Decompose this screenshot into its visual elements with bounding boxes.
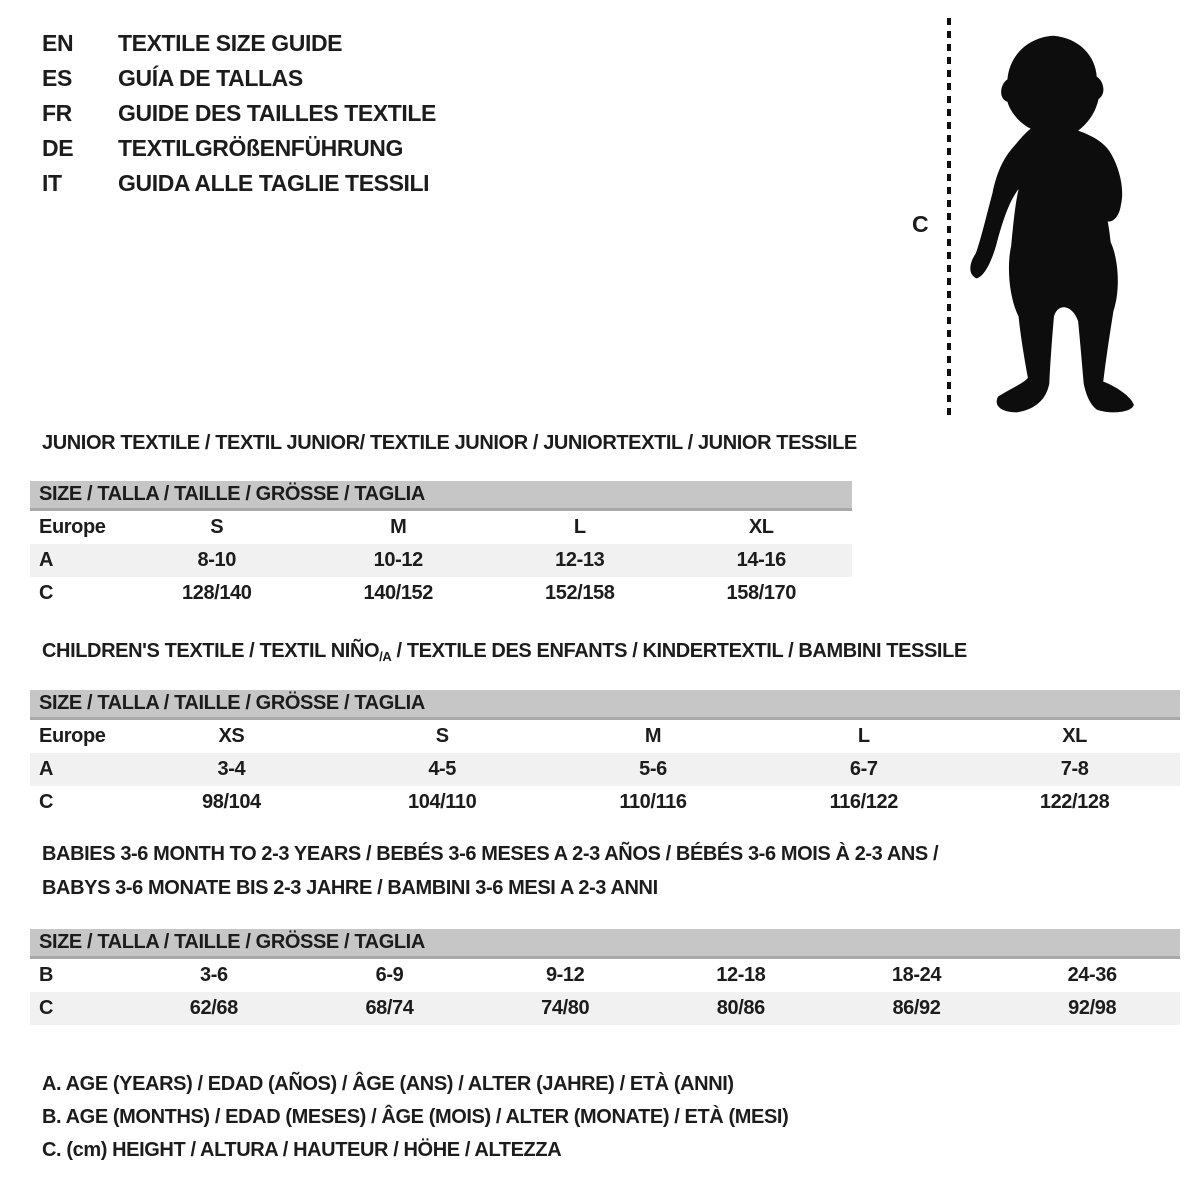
height-cell: 74/80: [541, 997, 590, 1019]
size-cell: XL: [748, 516, 774, 538]
height-cell: 68/74: [365, 997, 414, 1019]
height-cell: 116/122: [829, 791, 898, 813]
row-label: Europe: [39, 516, 106, 538]
children-section-heading: [42, 640, 967, 664]
guide-title: TEXTILGRÖßENFÜHRUNG: [118, 135, 403, 161]
size-cell: M: [390, 516, 407, 538]
table-row-age-months: [30, 959, 1180, 992]
size-header-bar: SIZE / TALLA / TAILLE / GRÖSSE / TAGLIA: [30, 481, 852, 511]
children-size-table: [30, 690, 1180, 819]
language-code: IT: [42, 170, 62, 196]
children-heading-post: / TEXTILE DES ENFANTS / KINDERTEXTIL / BAMBINI TESSILE: [391, 640, 967, 662]
language-code: ES: [42, 65, 72, 91]
row-label: B: [39, 964, 54, 986]
language-row-de: [42, 131, 436, 166]
size-cell: XL: [1062, 725, 1087, 747]
size-header-bar: SIZE / TALLA / TAILLE / GRÖSSE / TAGLIA: [30, 929, 1180, 959]
age-cell: 4-5: [428, 758, 457, 780]
age-cell: 7-8: [1060, 758, 1089, 780]
height-cell: 158/170: [726, 582, 796, 604]
table-row-europe: [30, 511, 852, 544]
language-row-es: [42, 61, 436, 96]
children-heading-sub: /A: [379, 649, 392, 664]
age-cell: 3-6: [199, 964, 228, 986]
age-cell: 3-4: [217, 758, 246, 780]
table-row-height-cm: [30, 577, 852, 610]
legend-height-cm: C. (cm) HEIGHT / ALTURA / HAUTEUR / HÖHE / ALTEZZA: [42, 1139, 562, 1161]
age-cell: 6-9: [375, 964, 404, 986]
size-cell: M: [644, 725, 662, 747]
height-cell: 98/104: [202, 791, 261, 813]
height-cell: 92/98: [1068, 997, 1117, 1019]
table-row-europe: [30, 720, 1180, 753]
row-label: A: [39, 758, 54, 780]
table-row-age-years: [30, 544, 852, 577]
age-cell: 9-12: [545, 964, 585, 986]
height-cell: 110/116: [619, 791, 687, 813]
legend-age-months: B. AGE (MONTHS) / EDAD (MESES) / ÂGE (MOIS) / ALTER (MONATE) / ETÀ (MESI): [42, 1106, 789, 1128]
language-row-fr: [42, 96, 436, 131]
age-cell: 8-10: [197, 549, 236, 571]
babies-size-table: [30, 929, 1180, 1025]
guide-title: GUIDA ALLE TAGLIE TESSILI: [118, 170, 430, 196]
size-cell: S: [435, 725, 449, 747]
height-cell: 80/86: [716, 997, 765, 1019]
babies-section-heading-line1: BABIES 3-6 MONTH TO 2-3 YEARS / BEBÉS 3-6 MESES A 2-3 AÑOS / BÉBÉS 3-6 MOIS À 2-3 ANS /: [42, 843, 939, 865]
language-title-list: [42, 26, 436, 201]
size-cell: L: [857, 725, 870, 747]
children-heading-pre: CHILDREN'S TEXTILE / TEXTIL NIÑO: [42, 640, 380, 662]
size-cell: L: [573, 516, 586, 538]
guide-title: GUIDE DES TAILLES TEXTILE: [118, 100, 436, 126]
language-code: EN: [42, 30, 74, 56]
age-cell: 24-36: [1067, 964, 1117, 986]
age-cell: 10-12: [373, 549, 423, 571]
size-cell: XS: [218, 725, 245, 747]
guide-title: TEXTILE SIZE GUIDE: [118, 30, 343, 56]
toddler-silhouette-icon: [960, 12, 1146, 424]
row-label: C: [39, 791, 54, 813]
height-cell: 62/68: [189, 997, 238, 1019]
row-label: Europe: [39, 725, 106, 747]
table-row-age-years: [30, 753, 1180, 786]
legend-age-years: A. AGE (YEARS) / EDAD (AÑOS) / ÂGE (ANS) / ALTER (JAHRE) / ETÀ (ANNI): [42, 1073, 734, 1095]
row-label: A: [39, 549, 54, 571]
height-cell: 128/140: [182, 582, 252, 604]
age-cell: 6-7: [849, 758, 878, 780]
guide-title: GUÍA DE TALLAS: [118, 65, 303, 91]
age-cell: 12-13: [555, 549, 605, 571]
height-cell: 104/110: [407, 791, 477, 813]
table-row-height-cm: [30, 992, 1180, 1025]
measurement-legend: [42, 1068, 788, 1167]
height-cell: 86/92: [892, 997, 941, 1019]
language-row-en: [42, 26, 436, 61]
age-cell: 18-24: [891, 964, 942, 986]
height-cell: 140/152: [363, 582, 433, 604]
height-measure-label: C: [912, 211, 929, 237]
table-row-height-cm: [30, 786, 1180, 819]
junior-size-table: [30, 481, 852, 610]
row-label: C: [39, 582, 54, 604]
babies-section-heading-line2: BABYS 3-6 MONATE BIS 2-3 JAHRE / BAMBINI 3-6 MESI A 2-3 ANNI: [42, 877, 658, 899]
language-row-it: [42, 166, 436, 201]
junior-section-heading: JUNIOR TEXTILE / TEXTIL JUNIOR/ TEXTILE JUNIOR / JUNIORTEXTIL / JUNIOR TESSILE: [42, 432, 857, 454]
height-cell: 122/128: [1039, 791, 1110, 813]
language-code: FR: [42, 100, 72, 126]
age-cell: 12-18: [716, 964, 766, 986]
height-cell: 152/158: [545, 582, 615, 604]
size-cell: S: [210, 516, 224, 538]
row-label: C: [39, 997, 54, 1019]
age-cell: 14-16: [736, 549, 786, 571]
language-code: DE: [42, 135, 74, 161]
size-header-bar: SIZE / TALLA / TAILLE / GRÖSSE / TAGLIA: [30, 690, 1180, 720]
height-measure-dashed-line: [947, 18, 951, 416]
age-cell: 5-6: [639, 758, 667, 780]
